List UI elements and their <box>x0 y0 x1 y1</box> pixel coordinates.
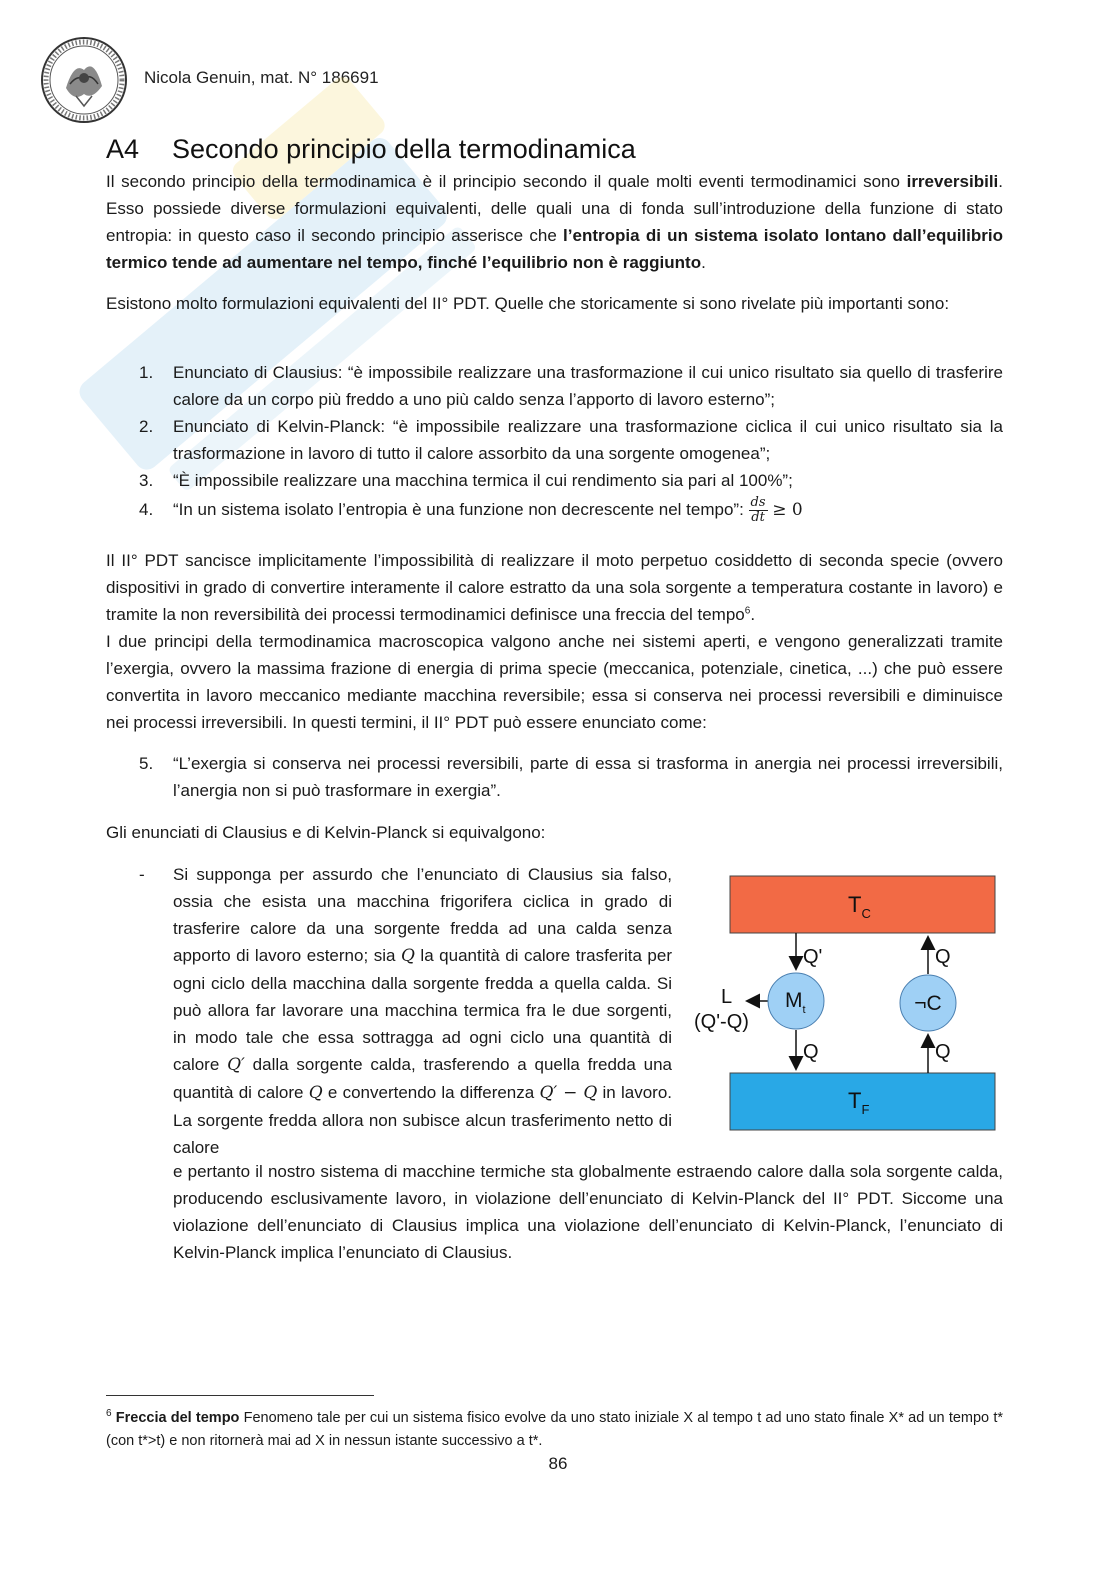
section-heading <box>106 134 636 165</box>
list-number: 2. <box>139 417 154 436</box>
page-number: 86 <box>548 1454 568 1473</box>
q-bottom-left-label: Q <box>803 1041 819 1063</box>
heat-engine-diagram <box>688 868 1008 1138</box>
proof-text-a: Si supponga per assurdo che l’enunciato di Clausius sia falso, ossia che esista una macchina frigorifera ciclica in grado di trasferire calore da una sorgente fredda ad una calda senza apporto di lavoro esterno; sia <box>173 865 672 965</box>
list-number: 5. <box>139 754 154 773</box>
intro-bold-irreversibili: irreversibili <box>906 172 999 191</box>
inequality-tail: ≥ 0 <box>772 500 803 520</box>
proof-text-b: la quantità di calore trasferita per ogni ciclo della macchina dalla sorgente fredda a quella calda. Si può allora far lavorare una macchina termica fra le due sorgenti, in modo tale che essa sottragga ad ogni ciclo una quantità di calore <box>173 946 672 1074</box>
list-number: 1. <box>139 363 154 382</box>
q-prime-label: Q' <box>803 946 823 968</box>
list-number: 4. <box>139 500 154 519</box>
list-item <box>106 359 1003 413</box>
proof-paragraph <box>173 861 672 1161</box>
math-q-diff: Q′ − Q <box>539 1083 598 1103</box>
section-title: Secondo principio della termodinamica <box>172 134 636 164</box>
footnote-separator <box>106 1395 374 1396</box>
heat-engine-label: $M_t$ <box>785 989 806 1016</box>
formulations-paragraph: Esistono molto formulazioni equivalenti del II° PDT. Quelle che storicamente si sono rivelate più importanti sono: <box>106 294 950 313</box>
equivalence-paragraph: Gli enunciati di Clausius e di Kelvin-Planck si equivalgono: <box>106 823 546 842</box>
intro-text-a: Il secondo principio della termodinamica è il principio secondo il quale molti eventi termodinamici sono <box>106 172 907 191</box>
footnote-number: 6 <box>106 1408 112 1420</box>
proof-text-d: e convertendo la differenza <box>322 1083 540 1102</box>
math-q: Q <box>308 1083 323 1103</box>
refrigerator-label: ¬C <box>914 992 942 1015</box>
list-item <box>106 496 1003 525</box>
proof-conclusion: e pertanto il nostro sistema di macchine termiche sta globalmente estraendo calore dalla sola sorgente calda, producendo esclusivamente lavoro, in violazione dell’enunciato di Kelvin-Planck del II° PDT. Siccome una violazione dell’enunciato di Clausius implica una violazione dell’enunciato di Kelvin-Planck, l’enunciato di Kelvin-Planck implica l’enunciato di Clausius. <box>173 1162 1003 1262</box>
footnote-ref[interactable]: 6 <box>744 605 751 617</box>
list-item <box>106 750 1003 804</box>
list-text: Enunciato di Kelvin-Planck: “è impossibile realizzare una trasformazione ciclica il cui unico risultato sia la trasformazione in lavoro di tutto il calore assorbito da una sorgente omogenea”; <box>173 417 1003 463</box>
list-text: “In un sistema isolato l’entropia è una funzione non decrescente nel tempo”: <box>173 500 744 519</box>
work-label: L <box>721 986 733 1008</box>
statements-list <box>106 359 1003 525</box>
math-q-prime: Q′ <box>227 1055 245 1075</box>
footnote-term: Freccia del tempo <box>115 1410 240 1426</box>
university-seal-icon <box>40 36 128 124</box>
entropy-derivative <box>749 496 768 525</box>
work-expression: (Q'-Q) <box>694 1011 749 1033</box>
q-bottom-right-label: Q <box>935 1041 951 1063</box>
intro-text-e: . <box>701 253 706 272</box>
list-item <box>106 467 1003 494</box>
intro-bold-entropy: l’entropia di un sistema isolato lontano dall’equilibrio termico tende ad aumentare nel tempo, finché l’equilibrio non è raggiunto <box>106 226 1003 272</box>
hot-reservoir <box>730 876 995 933</box>
list-text: Enunciato di Clausius: “è impossibile realizzare una trasformazione il cui unico risultato sia quello di trasferire calore da un corpo più freddo a uno più caldo senza l’apporto di lavoro esterno”; <box>173 363 1003 409</box>
intro-paragraph <box>106 168 1003 276</box>
hot-reservoir-label: $T_C$ <box>848 892 871 921</box>
q-top-label: Q <box>935 946 951 968</box>
p3-text: Il II° PDT sancisce implicitamente l’impossibilità di realizzare il moto perpetuo cosiddetto di seconda specie (ovvero dispositivi in grado di convertire interamente il calore estratto da una sola sorgente a temperatura costante in lavoro) e tramite la non reversibilità dei processi termodinamici definisce una freccia del tempo <box>106 551 1003 624</box>
list-text: “È impossibile realizzare una macchina termica il cui rendimento sia pari al 100%”; <box>173 471 793 490</box>
p4-text: I due principi della termodinamica macroscopica valgono anche nei sistemi aperti, e vengono generalizzati tramite l’exergia, ovvero la massima frazione di energia di prima specie (meccanica, potenziale, cinetica, ...) che può essere convertita in lavoro meccanico mediante macchina reversibile; essa si conserva nei processi reversibili e diminuisce nei processi irreversibili. In questi termini, il II° PDT può essere enunciato come: <box>106 632 1003 732</box>
perpetual-motion-paragraph <box>106 547 1003 736</box>
fraction-denominator: dt <box>751 510 765 526</box>
cold-reservoir-label: $T_F$ <box>848 1088 870 1117</box>
fraction-numerator: ds <box>750 495 766 511</box>
p3-end: . <box>750 605 756 624</box>
proof-text-c: dalla sorgente calda, trasferendo a quella fredda una quantità di calore <box>173 1055 672 1102</box>
footnote-text: Fenomeno tale per cui un sistema fisico evolve da uno stato iniziale X al tempo t ad uno stato finale X* ad un tempo t* (con t*>t) e non ritornerà mai ad X in nessun istante successivo a t*. <box>106 1410 1003 1449</box>
list-number: 3. <box>139 471 154 490</box>
list-text: “L’exergia si conserva nei processi reversibili, parte di essa si trasforma in anergia nei processi irreversibili, l’anergia non si può trasformare in exergia”. <box>173 754 1003 800</box>
proof-bullet: - <box>139 865 145 884</box>
proof-text-e: in lavoro. La sorgente fredda allora non subisce alcun trasferimento netto di calore <box>173 1083 672 1157</box>
intro-text-c: . Esso possiede diverse formulazioni equivalenti, delle quali una di fonda sull’introduzione della funzione di stato entropia: in questo caso il secondo principio asserisce che <box>106 172 1003 245</box>
header-author: Nicola Genuin, mat. N° 186691 <box>144 68 379 87</box>
math-q: Q <box>400 946 415 966</box>
list-item <box>106 413 1003 467</box>
section-number: A4 <box>106 134 140 164</box>
footnote <box>106 1407 1003 1453</box>
exergy-list <box>106 750 1003 804</box>
